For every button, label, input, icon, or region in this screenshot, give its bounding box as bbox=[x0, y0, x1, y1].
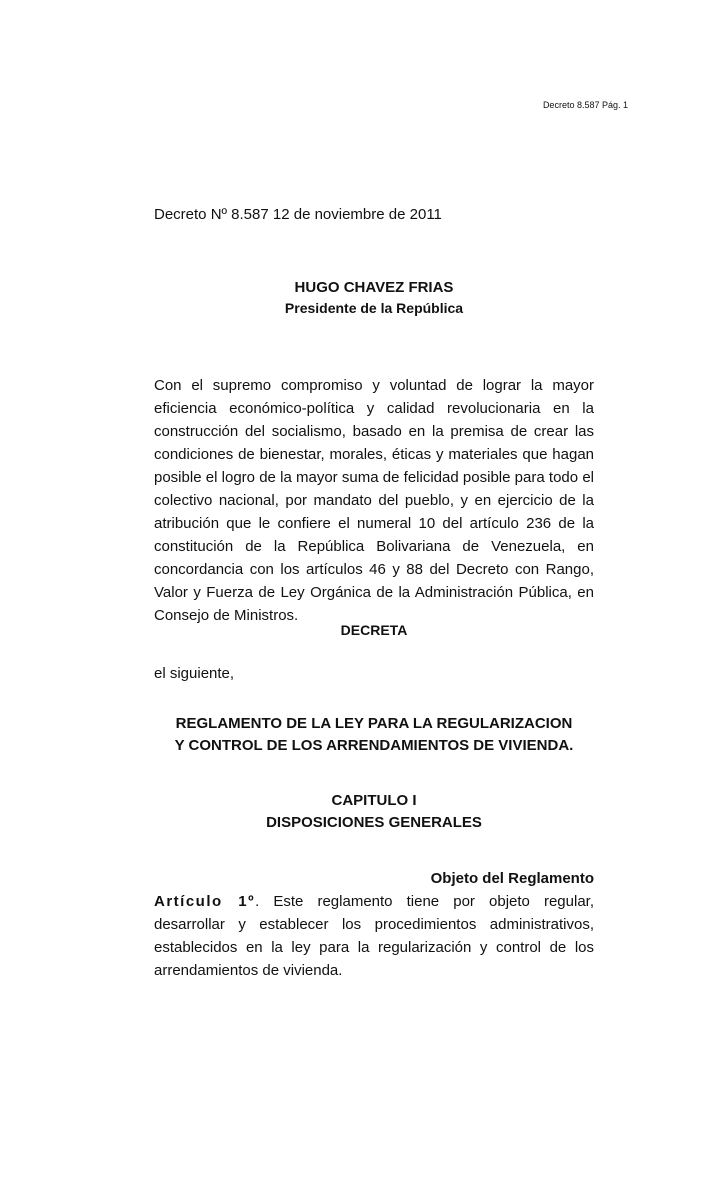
preamble-paragraph: Con el supremo compromiso y voluntad de lograr la mayor eficiencia económico-política y calidad revolucionaria en la construcción del socialismo, basado en la premisa de crear las condiciones de bienestar, morales, éticas y materiales que hagan posible el logro de la mayor suma de felicidad posible para todo el colectivo nacional, por mandato del pueblo, y en ejercicio de la atribución que le confiere el numeral 10 del artículo 236 de la constitución de la República Bolivariana de Venezuela, en concordancia con los artículos 46 y 88 del Decreto con Rango, Valor y Fuerza de Ley Orgánica de la Administración Pública, en Consejo de Ministros. bbox=[154, 377, 594, 624]
el-siguiente-text: el siguiente, bbox=[154, 665, 235, 682]
chapter-number: CAPITULO I bbox=[331, 792, 417, 809]
president-name: HUGO CHAVEZ FRIAS bbox=[294, 279, 454, 296]
regulation-title-line1: REGLAMENTO DE LA LEY PARA LA REGULARIZACION bbox=[175, 715, 573, 732]
article-1-text: . Este reglamento tiene por objeto regular, desarrollar y establecer los procedimientos administrativos, establecidos en la ley para la regularización y control de los arrendamientos de vivienda. bbox=[154, 893, 595, 979]
decreta-heading: DECRETA bbox=[340, 622, 408, 638]
decree-number-date: Decreto Nº 8.587 12 de noviembre de 2011 bbox=[154, 206, 442, 223]
article-1-heading: Objeto del Reglamento bbox=[430, 870, 594, 887]
president-title: Presidente de la República bbox=[284, 300, 464, 316]
regulation-title bbox=[154, 713, 594, 757]
chapter-name: DISPOSICIONES GENERALES bbox=[266, 814, 482, 831]
regulation-title-line2: Y CONTROL DE LOS ARRENDAMIENTOS DE VIVIENDA. bbox=[174, 737, 574, 754]
page-reference: Decreto 8.587 Pág. 1 bbox=[542, 100, 628, 110]
article-1-label: Artículo 1º bbox=[154, 893, 256, 910]
article-1-body bbox=[154, 890, 594, 982]
